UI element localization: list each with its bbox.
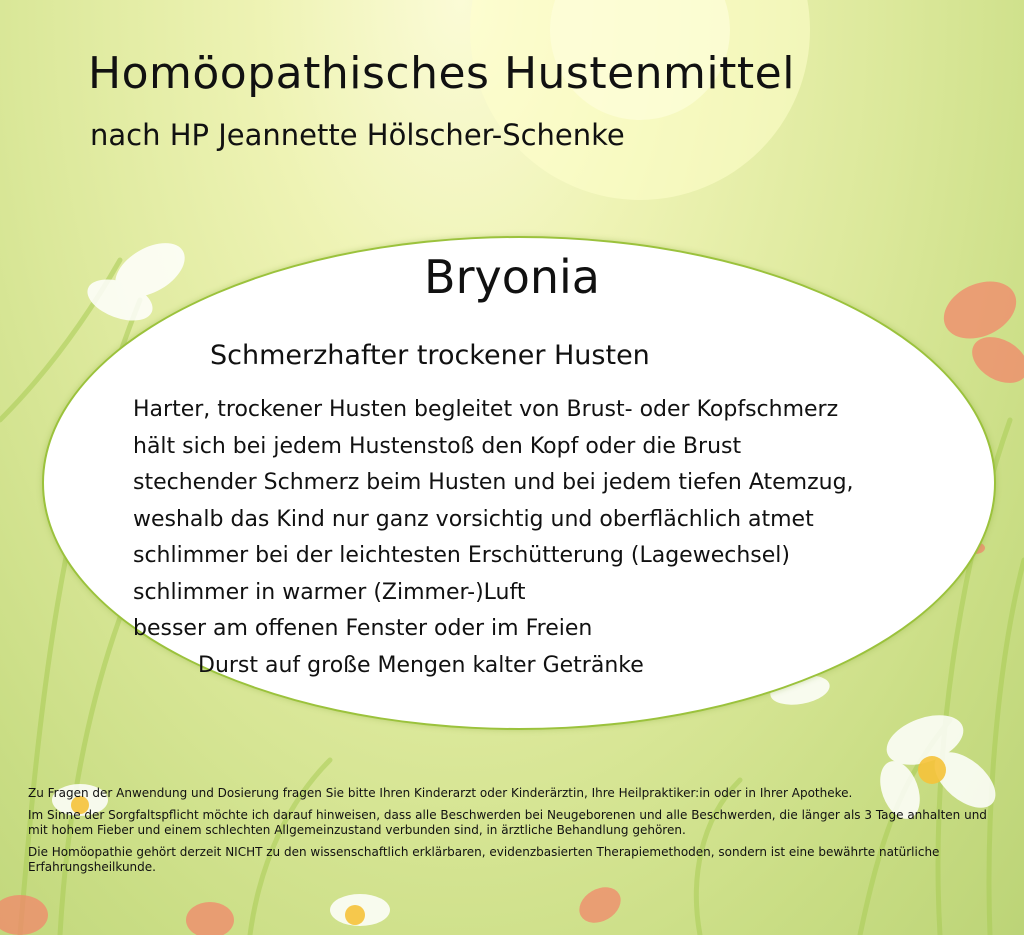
remedy-name: Bryonia <box>424 250 600 304</box>
evidence-note: Die Homöopathie gehört derzeit NICHT zu den wissenschaftlich erklärbaren, evidenzbasierten Therapiemethoden, sondern ist eine bewährte natürliche Erfahrungsheilkunde. <box>28 845 940 874</box>
symptom-item: stechender Schmerz beim Husten und bei jedem tiefen Atemzug, <box>133 470 854 495</box>
symptom-item: weshalb das Kind nur ganz vorsichtig und oberflächlich atmet <box>133 506 814 532</box>
symptom-item: schlimmer in warmer (Zimmer-)Luft <box>133 579 526 605</box>
page-title: Homöopathisches Hustenmittel <box>88 48 795 99</box>
remedy-heading: Schmerzhafter trockener Husten <box>210 340 650 371</box>
symptom-item: schlimmer bei der leichtesten Erschütterung (Lagewechsel) <box>133 543 790 568</box>
symptom-item: Durst auf große Mengen kalter Getränke <box>198 652 644 678</box>
care-note: Im Sinne der Sorgfaltspflicht möchte ich darauf hinweisen, dass alle Beschwerden bei Neugeborenen und alle Beschwerden, die länger als 3 Tage anhalten und mit hohem Fieber und einem schlechten Allgemeinzustand verbunden sind, in ärztliche Behandlung gehören. <box>28 808 987 837</box>
symptom-item: hält sich bei jedem Hustenstoß den Kopf oder die Brust <box>133 433 742 459</box>
page-subtitle: nach HP Jeannette Hölscher-Schenke <box>90 118 625 152</box>
symptom-item: besser am offenen Fenster oder im Freien <box>133 616 593 641</box>
symptom-item: Harter, trockener Husten begleitet von Brust- oder Kopfschmerz <box>133 397 839 422</box>
dosage-note: Zu Fragen der Anwendung und Dosierung fragen Sie bitte Ihren Kinderarzt oder Kinderärztin, Ihre Heilpraktiker:in oder in Ihrer Apotheke. <box>28 786 853 800</box>
disclaimer-notes <box>28 786 1003 882</box>
symptom-list <box>133 392 854 684</box>
